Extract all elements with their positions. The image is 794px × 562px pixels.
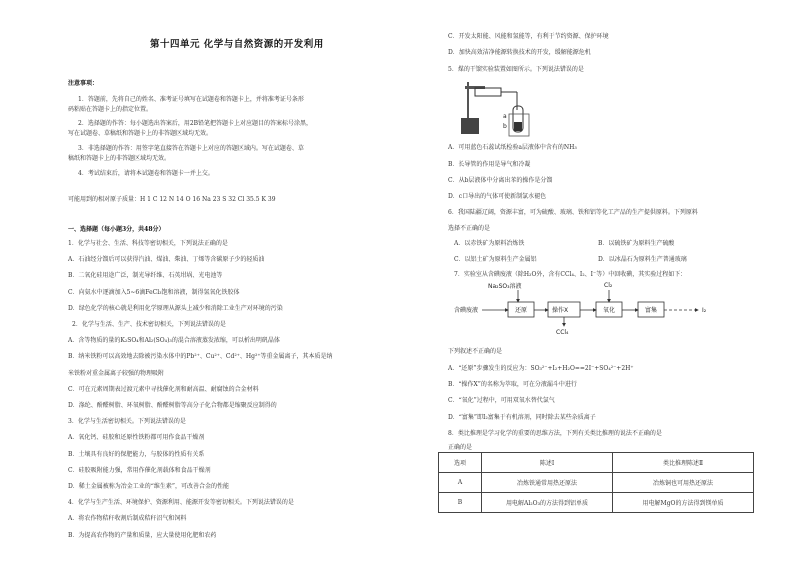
table-row <box>439 493 754 513</box>
question-line: B．“操作X”的名称为萃取，可在分液漏斗中进行 <box>448 381 577 388</box>
section-heading: 一、选择题（每小题3分，共48分） <box>68 226 165 233</box>
table-cell: A <box>439 473 482 493</box>
collect-tube-bottom <box>514 122 522 131</box>
question-line: C．从b层液体中分离出苯的操作是分馏 <box>448 177 553 184</box>
question-line: D．绿色化学的核心就是利用化学原理从源头上减少和消除工业生产对环境的污染 <box>68 305 283 312</box>
question-line: C．可在元素周期表过渡元素中寻找催化剂和耐高温、耐腐蚀的合金材料 <box>68 386 259 393</box>
notice-line: 4．考试结束后，请将本试题卷和答题卡一并上交。 <box>78 170 214 177</box>
question-line: 6．我国陆疆辽阔，资源丰富，可为硫酸、玻璃、铁和铝等化工产品的生产提供原料。下列原料 <box>448 209 698 216</box>
question-line: C．“氧化”过程中，可用双氧水替代氯气 <box>448 397 555 404</box>
flow-step-reduce-label: 还原 <box>515 307 528 314</box>
flow-step-x-label: 操作X <box>552 307 569 314</box>
question-line: 2．化学与生活、生产、技术密切相关，下列说法错误的是 <box>72 321 226 328</box>
question-line: 选择不正确的是 <box>448 225 491 232</box>
flow-reagent2: Cl₂ <box>604 282 613 289</box>
question-line: A．“还原”步骤发生的反应为：SO₃²⁻+I₂+H₂O==2I⁻+SO₄²⁻+2H⁺ <box>448 365 634 372</box>
question-line: B．为提高农作物的产量和质量，应大量使用化肥和农药 <box>68 532 217 539</box>
question-line: A．含等物质的量的K₂SO₄和Al₂(SO₄)₃的混合溶液蒸发浓缩，可以析出明矾晶体 <box>68 337 280 344</box>
option-line: C．以铝土矿为原料生产金属铝 <box>454 256 537 263</box>
iodine-recovery-flowchart <box>452 278 752 336</box>
atomic-mass-line: 可能用到的相对原子质量：H 1 C 12 N 14 O 16 Na 23 S 32 Cl 35.5 K 39 <box>68 196 276 203</box>
question-line: D．加快高效洁净能源转换技术的开发，缓解能源危机 <box>448 49 591 56</box>
question-line: A．石油经分馏后可以获得汽油、煤油、柴油、丁烯等含碳原子少的轻质油 <box>68 256 265 263</box>
notice-line: 稿纸和答题卡上的非答题区域均无效。 <box>68 155 171 162</box>
option-line: D．以冰晶石为原料生产普通玻璃 <box>598 256 687 263</box>
option-line: B．以硫铁矿为原料生产硫酸 <box>598 240 675 247</box>
notice-line: 码粘贴在答题卡上的指定位置。 <box>68 106 153 113</box>
question-line: 3．化学与生活密切相关。下列说法错误的是 <box>68 418 186 425</box>
question-line: B．二氧化硅用途广泛，制光导纤维、石英坩埚、光电池等 <box>68 272 223 279</box>
question-line: C．开发太阳能、风能和氢能等，有利于节约资源、保护环境 <box>448 33 609 40</box>
table-cell: 冶炼铜也可用热还原法 <box>613 473 754 493</box>
table-cell: 用电解Al₂O₃的方法得到铝单质 <box>482 493 613 513</box>
flow-input: 含碘废液 <box>454 307 479 314</box>
table-header-cell: 类比推理陈述Ⅱ <box>613 453 754 473</box>
question-line: C．硅胶吸附能力强，常用作催化剂载体和食品干燥剂 <box>68 467 211 474</box>
flow-step-oxidize-label: 氧化 <box>603 307 616 314</box>
question-line: A．氧化钙、硅胶和还原性铁粉都可用作食品干燥剂 <box>68 434 205 441</box>
flow-byproduct: CCl₄ <box>556 329 569 336</box>
flow-reagent1: Na₂SO₃溶液 <box>488 283 522 290</box>
apparatus-label-b: b <box>503 123 507 130</box>
question-line: 5．煤的干馏实验装置如图所示。下列说法错误的是 <box>448 66 584 73</box>
question-line: D．稀土金属被称为冶金工业的“维生素”，可改善合金的性能 <box>68 483 229 490</box>
table-cell: 用电解MgO的方法得到镁单质 <box>613 493 754 513</box>
question-line: 8．类比推理是学习化学的重要的思维方法，下列有关类比推理的说法不正确的是 <box>448 430 662 437</box>
table-header-row <box>439 453 754 473</box>
flow-step-enrich-label: 富集 <box>645 307 658 314</box>
question-line: B．土壤具有良好的保肥能力，与胶体的性质有关系 <box>68 451 205 458</box>
question-line: 正确的是 <box>448 444 473 451</box>
notice-line: 3．非选择题的作答：用签字笔直接答在答题卡上对应的答题区域内。写在试题卷、草 <box>78 145 304 152</box>
question-line: 米铁粉对重金属离子较强的物理吸附 <box>68 370 165 377</box>
table-cell: 冶炼铁通常用热还原法 <box>482 473 613 493</box>
table-row <box>439 473 754 493</box>
heating-tube <box>475 88 501 96</box>
question-line: B．纳米铁粉可以高效地去除被污染水体中的Pb²⁺、Cu²⁺、Cd²⁺、Hg²⁺等重金属离子，其本质是纳 <box>68 353 333 360</box>
notice-line: 1．答题前，先将自己的姓名、准考证号填写在试题卷和答题卡上，并将准考证号条形 <box>78 96 304 103</box>
option-line: A．以赤铁矿为原料冶炼铁 <box>454 240 525 247</box>
question-line: D．c口导出的气体可使新制氯水褪色 <box>448 193 547 200</box>
question-line: A．将农作物秸秆收割后制成秸秆沼气和饲料 <box>68 515 187 522</box>
q8-comparison-table <box>438 452 754 513</box>
flow-output: I₂ <box>702 307 707 314</box>
question-line: 下列叙述不正确的是 <box>448 348 503 355</box>
table-header-cell: 陈述Ⅰ <box>482 453 613 473</box>
table-header-cell: 选项 <box>439 453 482 473</box>
coal-distillation-apparatus <box>455 78 535 140</box>
apparatus-label-a: a <box>503 113 507 120</box>
question-line: C．向氨水中逐滴加入5~6滴FeCl₃饱和溶液，制得氢氧化铁胶体 <box>68 289 240 296</box>
question-line: 1．化学与社会、生活、科技等密切相关，下列说法正确的是 <box>68 240 228 247</box>
question-line: B．长导管的作用是导气和冷凝 <box>448 161 531 168</box>
notice-line: 2．选择题的作答：每小题选出答案后，用2B铅笔把答题卡上对应题目的答案标号涂黑， <box>78 120 313 127</box>
table-cell: B <box>439 493 482 513</box>
question-line: D．“富集”即I₂富集于有机溶剂，同时除去某些杂质离子 <box>448 414 596 421</box>
question-line: A．可用蓝色石蕊试纸检验a层液体中含有的NH₃ <box>448 144 577 151</box>
question-line: 7．实验室从含碘废液（除H₂O外，含有CCl₄、I₂、I⁻等）中回收碘，其实验过程如下： <box>454 271 687 278</box>
question-line: D．涤纶、酚醛树脂、环氧树脂、酚醛树脂等高分子化合物都是缩聚反应制得的 <box>68 402 277 409</box>
notice-heading: 注意事项： <box>68 80 99 87</box>
question-line: 4．化学与生产生活、环境保护、资源利用、能源开发等密切相关。下列说法错误的是 <box>68 499 294 506</box>
heater-base <box>461 118 479 134</box>
page-title: 第十四单元 化学与自然资源的开发利用 <box>150 39 324 50</box>
notice-line: 写在试题卷、草稿纸和答题卡上的非答题区域均无效。 <box>68 130 213 137</box>
